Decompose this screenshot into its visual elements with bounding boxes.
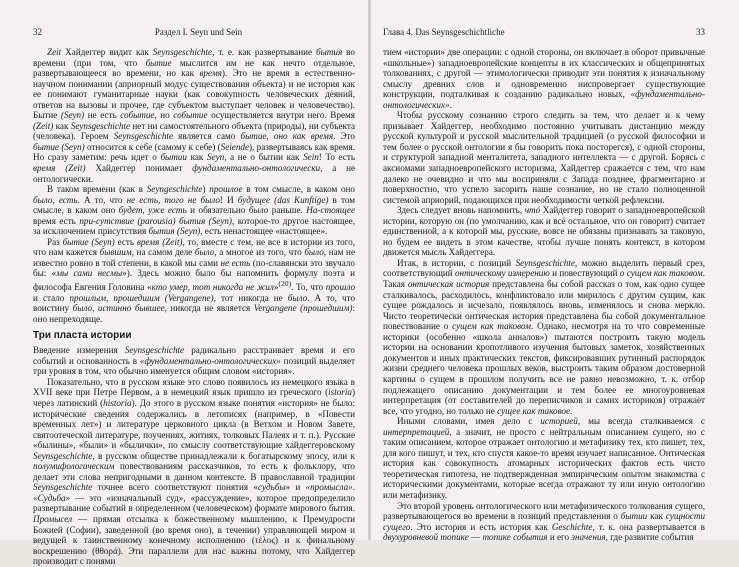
right-page-body — [383, 47, 705, 543]
left-running-head: Раздел I. Seyn und Sein — [154, 27, 243, 37]
paragraph: Чтобы русскому сознанию строго следить за тем, что делает и к чему призывает Хайдеггер, необходимо постоянно учитывать дистанцию между русской культурой и русской мыслительной традицией (о русской философии и тем более о русской онтологии я бы говорить пока посторегся), с одной стороны, и структурой западной менталитета, западного интеллекта — с другой. Борясь с аксиомами западноевропейского историзма, Хайдеггер сражается с тем, что нам далеко не очевидно и что мы восприняли с Запада позднее, фрагментарно и поверхностно, что успело засорить наше сознание, но не стало полноценной системой априорий, подающихся при необходимости четкой рефлексии. — [383, 110, 705, 205]
section-heading: Три пласта истории — [33, 330, 132, 342]
right-page-header — [383, 27, 705, 41]
paragraph: Иными словами, имея дело с историей, мы всегда сталкиваемся с интерпретацией, а значит, не просто с нейтральным описанием сущего, но с таким описанием, которое отражает онтологию и метафизику тех, кто пишет, тех, для кого пишут, и тех, кто спустя какое-то время изучает написанное. Онтическая история как совокупность атомарных исторических фактов есть чисто теоретическая гипотеза, не подтвержденная эмпирическим опытом знакомства с историческими документами, которые всегда отражают ту или иную онтологию или метафизику. — [383, 416, 705, 500]
paragraph: Это второй уровень онтологического или метафизического толкования сущего, развертывающегося во времени в позиций представления о бытии как сущности сущего. Это история и есть история как Geschichte, т. к. она развертывается в двухуровневой топике — топике события и его значения, где развитие события — [383, 500, 706, 543]
paragraph: Показательно, что в русском языке это слово появилось из немецкого языка в XVII веке при Петре Первом, а в немецкий язык пришло из греческого (istoria) через латинский (historia). До этого в русском языке понятия «история» не было: исторические сведения содержались в летописях (например, в «Повести временных лет») и литературе церковного цикла (в Ветхом и Новом Завете, святоотеческой литературе, поучениях, житиях, толковых Палеях и т. п.). Русские «былины», «были» и «былички», по смыслу соответствующие хайдеггеровскому Seynsgeschichte, в русском обществе принадлежали к богатырскому эпосу, или к полумифологическим повествованиям рассказчиков, то есть к фольклору, что делает эти слова непригодными в данном контексте. В православной традиции Seynsgeschichte точнее всего соответствуют понятия «судьбы» и «промысла». «Судьба» — это «изначальный суд», «рассуждение», которое предопределило развертывание событий в определенном (человеческом) формате мирового бытия. Промысел — прямая отсылка к божественному мышлению, к Премудрости Божией (Софии), заведенной (во время оно), в течении) управляющей миром и ведущей к таинственному конечному исполнению (τέλος) и к финальному воскрешению (θθορά). Эти параллели для нас важны потому, что Хайдеггер производит с понями — [33, 376, 355, 567]
right-page — [369, 0, 738, 543]
paragraph: Zeit Хайдеггер видит как Seynsgeschichte, т. е. как развертывание бытия во времени (при том, что бытие мыслится им не как нечто отдельное, развертывающееся во времени, но как время). Это не время в естественно-научном понимании (априорный модус существования объекта) и не история как ее понимают гуманитарные науки (как совокупность человеческих деяний, ответов на вызовы и прочее, где субъектом выступает человек и человечество). Бытие (Seyn) не есть событие, но событие осуществляется внутри него. Время (Zeit) как Seynsgeschichte нет ни самостоятельного объекта (природы), ни субъекта (человека). Героем Seynsgeschichte является само бытие, оно как время. Это бытие (Seyn) относится к себе (самому к себе) (Seiende), развертываясь как время. Но сразу заметим: речь идет о бытии как Seyn, а не о бытии как Sein! То есть время (Zeit) Хайдеггер понимает фундаментально-онтологически, а не онтологически. — [33, 47, 356, 184]
left-page-number: 32 — [33, 27, 42, 37]
paragraph: тием «истории» две операции: с одной стороны, он включает в оборот привычные «школьные») западноевропейские концепты в их классических и общепринятых толкованиях, с другой — этимологически приводит эти понятия к изначальному смыслу древних слов и одновременно ниспровергает существующие конструкции, подталкивая к созданию радикально новых, «фундаментально-онтологических». — [383, 47, 705, 110]
paragraph: Здесь следует вновь напомнить, чтó Хайдеггер говорит о западноевропейской истории, которую он (по умолчанию, как и всё остальное, что он говорит) считает единственной, а к которой мы, русские, вовсе не обязаны признавать за таковую, но будем ее видеть в этом качестве, чтобы лучше понять контекст, в котором движется мысль Хайдеггера. — [383, 205, 705, 258]
paragraph: Введение измерения Seynsgeschichte радикально расстраивает время и его событий и основанность в «фундаментально-онтологических» позиций выделяет три уровня в том, что обычно именуется общим словом «история». — [33, 345, 355, 377]
left-page-body — [33, 47, 355, 567]
right-paragraphs — [383, 47, 705, 543]
paragraph: Итак, в истории, с позиций Seynsgeschichte, можно выделить первый срез, соответствующий онтическому измерению и повествующий о сущем как таковом. Такая онтическая история представлена бы собой рассказ о том, как одно сущее сталкивалось, расходилось, конфликтовало или мирилось с другим сущим, как сущее рождалось и исчезало, появлялось вновь, изменялось и снова меркло. Чисто теоретически онтическая история представлена бы собой документальное повествование о сущем как таковом. Однако, несмотря на то что современные историки (особенно «школа анналов») пытаются построить такую модель истории на основании кропотливого изучения бытовых заметок, хозяйственных документов и иных практических текстов, фиксировавших рутинный распорядок жизни среднего человека прошлых веков, выстроить таким образом достоверной картины о сущем в прошлом получить все не равно невозможно, т. к. отбор подлежащего описанию документации и тем более ее многоуровневая интерпретация (от составителей до переписчиков и самих историков) отражает все, что угодно, но только не сущее как таковое. — [383, 257, 705, 416]
left-page — [0, 0, 369, 567]
paragraph: Раз бытие (Seyn) есть время (Zeit), то, вместе с тем, не все в истории из того, что нам кажется бывшим, на самом деле было, а многое из того, что было, нам не известно ровно в той степени, в какой мы сами не есть (по-славянски это звучало бы: «мы сами несмы»). Здесь можно было бы напомнить формулу поэта и философа Евгения Головина «кто умер, тот никогда не жил»$^{(20)}$. То, что прошло и стало прошлым, прошедшим (Vergangene), тот никогда не было. А то, что воистину было, истинно бывшее, никогда не является Vergangene (прошедшим): оно непреходяще. — [33, 236, 356, 324]
right-page-number: 33 — [696, 27, 705, 37]
left-paragraphs-after-heading — [33, 345, 355, 566]
paragraph: В таком времени (как в Seyngeschichte) прошлое в том смысле, в каком оно было, есть. А то, что не есть, того не было! И будущее (das Kunftige) в том смысле, в каком оно будет, уже есть и обязательно было раньше. На-стоящее время есть при-сутствие (parousia) бытия (Seyn), которое-то другое настоящее, за исключением присутствия бытия (Seyn), есть ненастоящее «настоящее». — [33, 184, 356, 237]
right-running-head: Глава 4. Das Seynsgeschichtliche — [383, 27, 505, 37]
left-page-header — [33, 27, 355, 41]
left-paragraphs — [33, 47, 355, 324]
